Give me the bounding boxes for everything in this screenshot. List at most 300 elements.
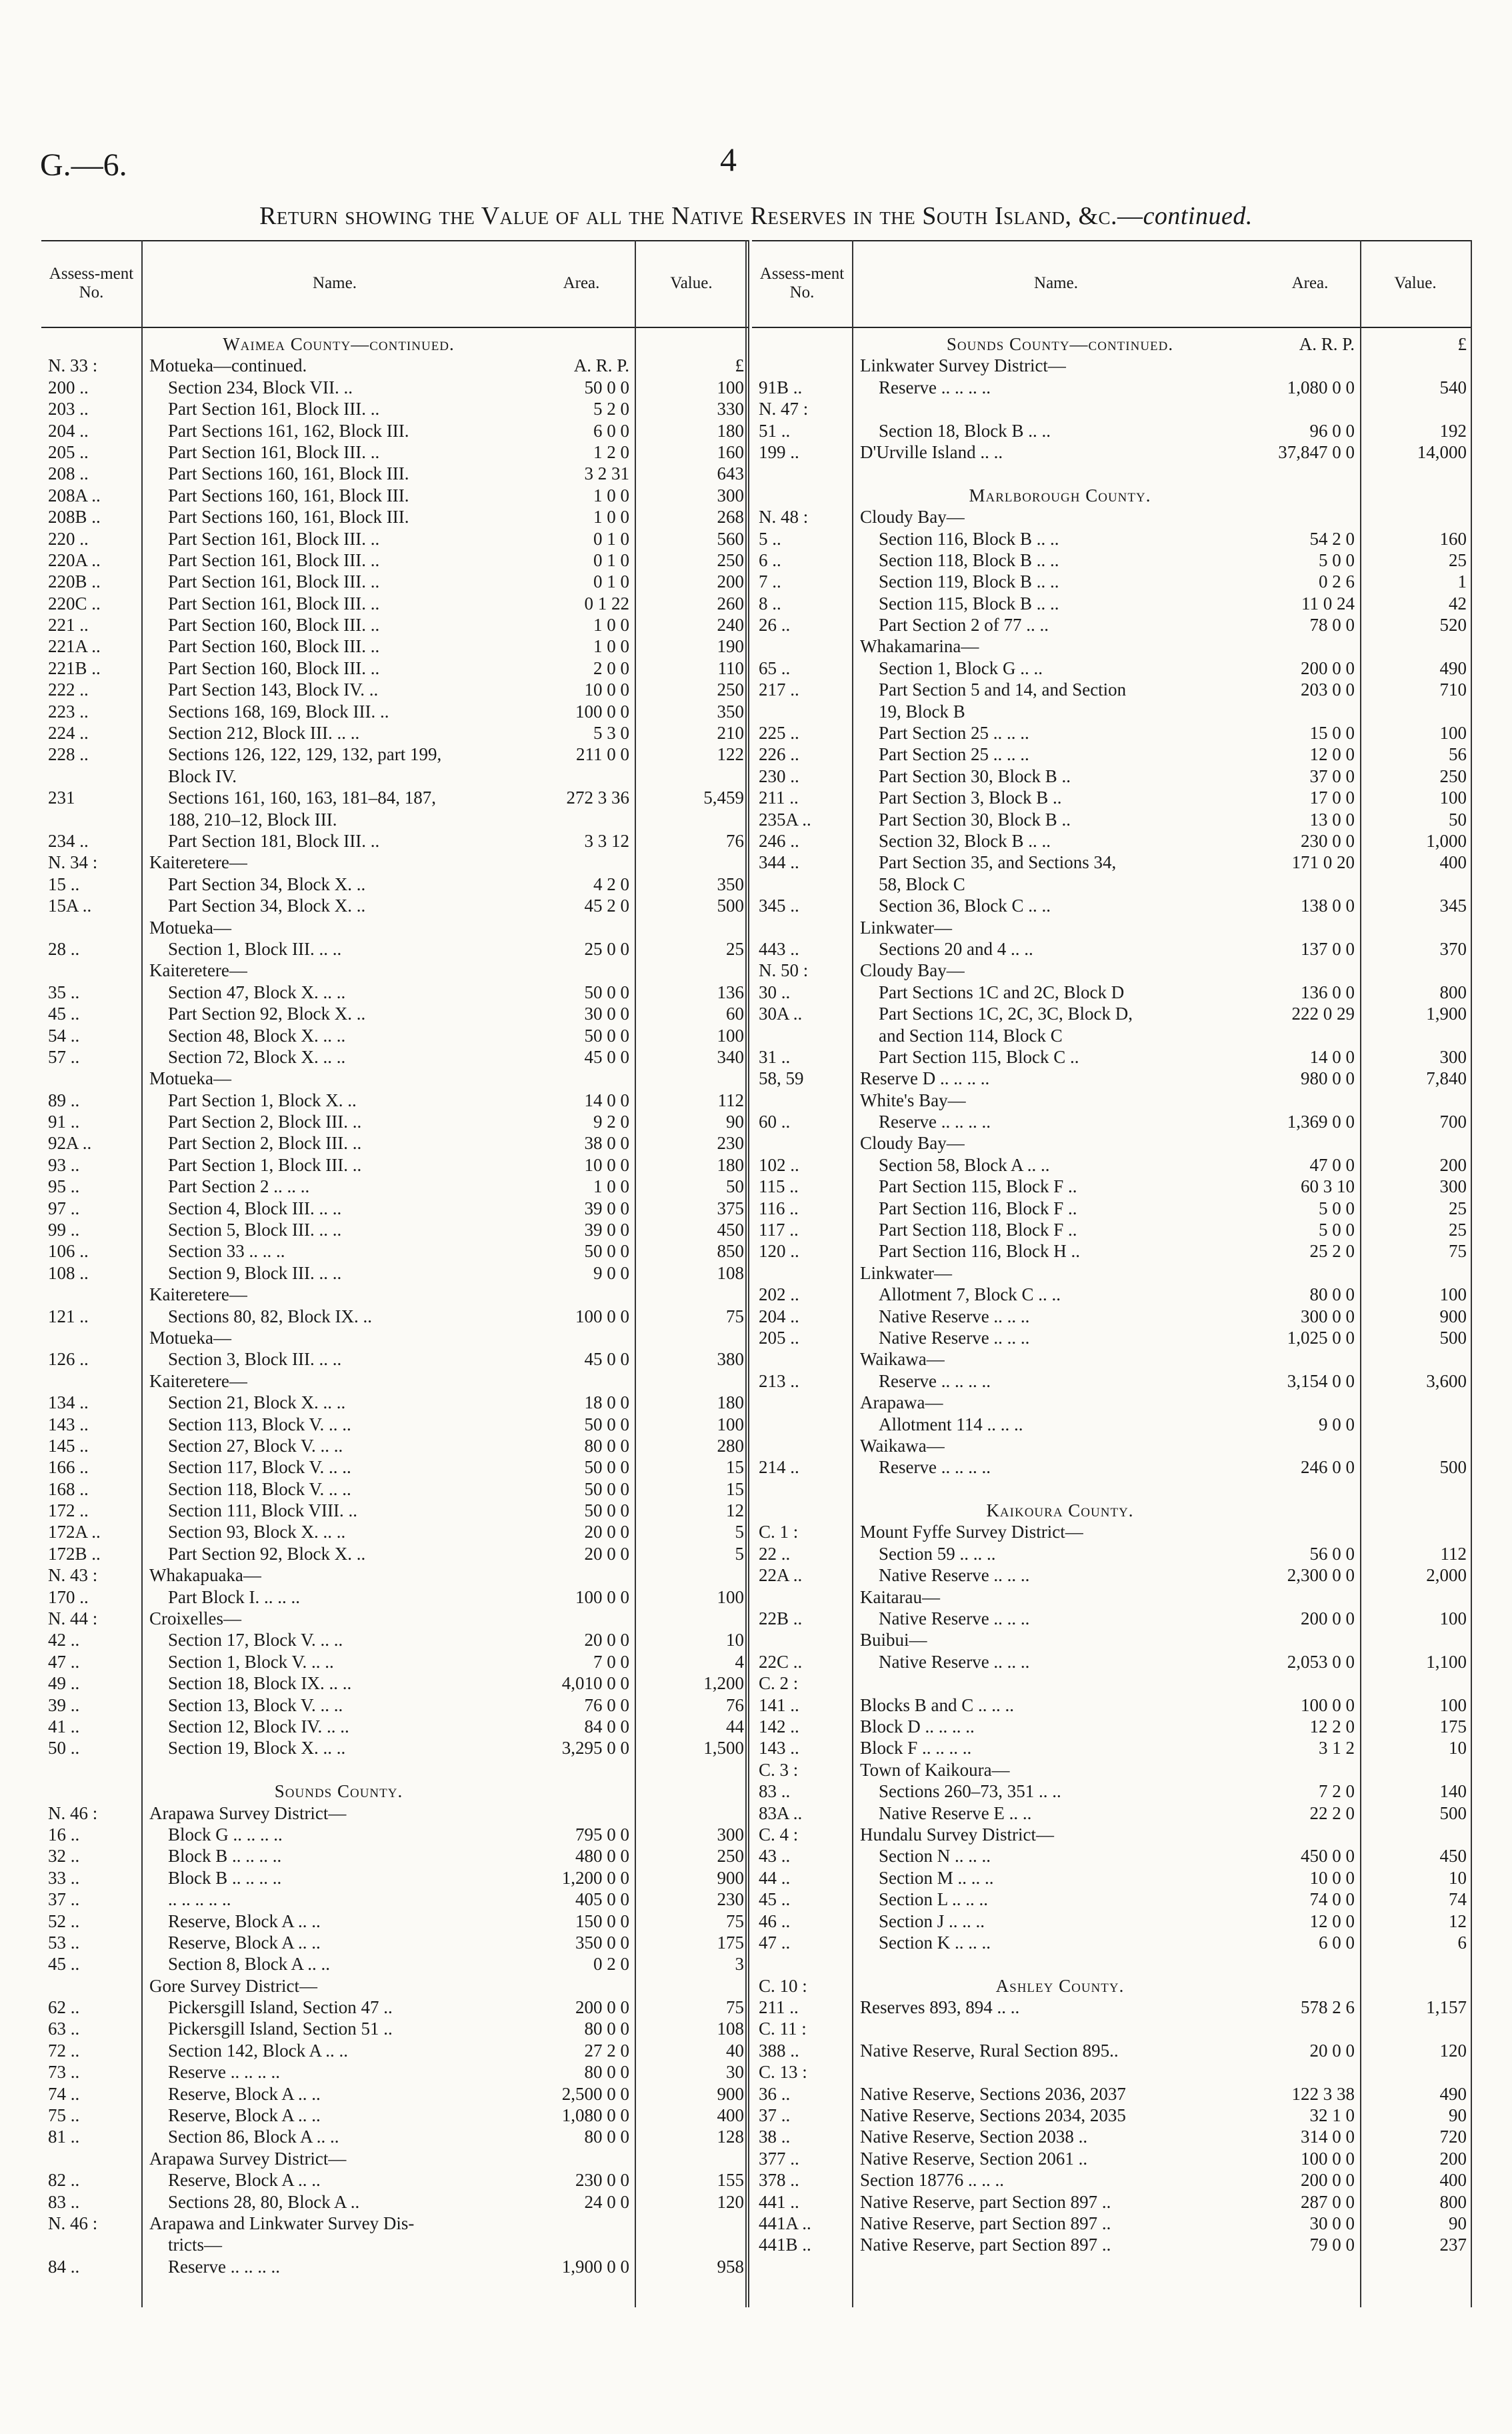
area-value: 100 0 0 [1301,1694,1355,1715]
assessment-number: 75 .. [48,2105,80,2126]
area-value: 50 0 0 [584,1241,629,1262]
reserve-name: Whakamarina— [860,636,979,657]
value-amount: 800 [1439,2191,1467,2212]
reserve-name: Part Section 34, Block X. .. [168,874,366,894]
assessment-number [752,1392,852,1413]
reserve-name: Allotment 7, Block C .. .. [879,1284,1061,1305]
value-amount: 240 [717,615,744,636]
assessment-number: 203 .. [48,399,89,419]
reserve-name: Block F .. .. .. .. [860,1738,972,1758]
left-table [41,240,748,2307]
assessment-number: 134 .. [48,1392,89,1413]
table-row [752,1932,1471,1953]
area-value: 18 0 0 [584,1392,629,1413]
value-amount [1360,2061,1471,2083]
area-value: 11 0 24 [1301,593,1355,614]
value-amount [1360,1953,1471,1975]
area-value: 80 0 0 [584,2127,629,2147]
value-amount: 250 [717,680,744,700]
table-row [41,1392,748,1413]
value-amount: 75 [726,1911,744,1931]
reserve-name: Buibui— [860,1630,927,1650]
table-row [41,463,748,484]
area-value: 39 0 0 [584,1198,629,1218]
area-value [1260,2061,1360,2083]
table-row [752,1219,1471,1240]
assessment-number: 28 .. [48,938,80,959]
area-value: 3,154 0 0 [1287,1370,1355,1391]
area-value: 222 0 29 [1291,1004,1355,1024]
table-row [41,830,748,852]
assessment-number: 5 .. [759,528,781,549]
reserve-name: Section 1, Block III. .. .. [168,938,342,959]
assessment-number: 221B .. [48,658,101,678]
table-row [41,658,748,679]
reserve-name: Hundalu Survey District— [860,1824,1054,1845]
assessment-number: 45 .. [48,1954,80,1975]
reserve-name: Reserve, Block A .. .. [168,2083,321,2104]
table-row [41,485,748,506]
left-rows [41,333,748,2277]
assessment-number: 45 .. [48,1004,80,1024]
reserve-name: Part Section 1, Block III. .. [168,1154,362,1175]
reserve-name: Arapawa Survey District— [149,1802,347,1823]
reserve-name: Section 18, Block B .. .. [879,420,1051,441]
table-row [752,1651,1471,1672]
value-amount: 300 [717,485,744,505]
assessment-number: 30A .. [759,1004,803,1024]
area-value: 200 0 0 [1301,2170,1355,2191]
table-row [41,2191,748,2213]
value-amount [1360,1435,1471,1456]
value-amount [635,1759,748,1780]
area-value: 246 0 0 [1301,1457,1355,1478]
value-amount [635,2234,748,2255]
table-row [752,917,1471,938]
area-value: 39 0 0 [584,1220,629,1240]
value-amount [1360,1090,1471,1111]
center-double-rule [745,240,747,2307]
table-row [752,1564,1471,1586]
value-amount [1360,1348,1471,1370]
table-row [41,1176,748,1197]
reserve-name: Part Section 34, Block X. .. [168,896,366,916]
area-value: 100 0 0 [1301,2148,1355,2169]
reserve-name: Reserve, Block A .. .. [168,2105,321,2126]
table-row [41,874,748,895]
reserve-name: Reserve, Block A .. .. [168,1932,321,1953]
area-value: 47 0 0 [1309,1154,1355,1175]
area-value [1260,2018,1360,2039]
assessment-number: 441A .. [759,2213,811,2233]
assessment-number: 220B .. [48,571,101,592]
area-value [1260,1262,1360,1284]
reserve-name: Part Section 161, Block III. .. [168,528,380,549]
table-row [752,2105,1471,2126]
value-amount: 10 [1449,1738,1467,1758]
assessment-number: 166 .. [48,1457,89,1478]
value-amount: 900 [717,2083,744,2104]
value-amount: 300 [1439,1046,1467,1067]
value-amount [635,1975,748,1997]
table-row [752,1435,1471,1456]
table-row [752,1154,1471,1176]
table-row [752,420,1471,441]
reserve-name: Part Sections 160, 161, Block III. [168,463,409,484]
value-amount [635,1068,748,1089]
table-row [41,1694,748,1716]
area-value: 20 0 0 [584,1630,629,1650]
area-value: 80 0 0 [584,2062,629,2083]
reserve-name: Ashley County. [995,1975,1125,1996]
value-amount [635,766,748,787]
table-row [41,2148,748,2169]
area-value [1260,506,1360,527]
assessment-number: 30 .. [759,982,791,1002]
reserve-name: Croixelles— [149,1608,241,1629]
col-header-area: Area. [563,274,600,292]
area-value: 100 0 0 [575,701,629,722]
value-amount: 90 [1449,2105,1467,2126]
assessment-number: 220 .. [48,528,89,549]
assessment-number: C. 2 : [759,1673,799,1694]
table-row [41,1651,748,1672]
table-row [41,679,748,700]
value-amount [635,1370,748,1392]
area-value: 38 0 0 [584,1133,629,1154]
table-row [41,1521,748,1542]
value-amount: 300 [1439,1176,1467,1197]
assessment-number: 117 .. [759,1220,799,1240]
table-row [41,1262,748,1284]
reserve-name: Pickersgill Island, Section 47 .. [168,1997,393,2018]
assessment-number: 54 .. [48,1025,80,1046]
value-amount [1360,1500,1471,1521]
assessment-number [752,1629,852,1650]
table-row [752,2126,1471,2147]
table-row [41,1456,748,1478]
reserve-name: Kaitarau— [860,1586,940,1607]
assessment-number: 72 .. [48,2040,80,2061]
table-row [41,1911,748,1932]
title-continued: continued. [1143,202,1253,230]
value-amount: 250 [717,1846,744,1867]
assessment-number: 74 .. [48,2083,80,2104]
reserve-name: Part Block I. .. .. .. [168,1586,300,1607]
area-value: 20 0 0 [584,1522,629,1542]
value-amount: 350 [717,701,744,722]
table-row [752,506,1471,527]
reserve-name: Part Sections 1C, 2C, 3C, Block D, [879,1004,1133,1024]
reserve-name: Part Section 30, Block B .. [879,766,1071,786]
area-value: 10 0 0 [1309,1867,1355,1888]
value-amount: 520 [1439,615,1467,636]
table-row [752,1716,1471,1737]
assessment-number [752,1348,852,1370]
area-value: 84 0 0 [584,1716,629,1736]
assessment-number [41,1975,141,1997]
assessment-number [41,333,141,355]
reserve-name: Sections 126, 122, 129, 132, part 199, [168,744,442,765]
area-value: 12 2 0 [1309,1716,1355,1736]
table-row [41,1284,748,1305]
reserve-name: White's Bay— [860,1090,966,1110]
table-row [41,1500,748,1521]
reserve-name: Section 47, Block X. .. .. [168,982,346,1002]
table-row [752,1370,1471,1392]
value-amount: 110 [717,658,744,678]
reserve-name: Part Section 92, Block X. .. [168,1004,366,1024]
value-amount [1360,1025,1471,1046]
value-amount: 710 [1439,680,1467,700]
value-amount: 12 [1449,1911,1467,1931]
value-amount: 500 [1439,1457,1467,1478]
assessment-number [752,1262,852,1284]
area-value: 37,847 0 0 [1278,441,1355,462]
value-amount [1360,1824,1471,1845]
reserve-name: Reserve, Block A .. .. [168,2170,321,2191]
table-row [752,1824,1471,1845]
reserve-name: Part Section 116, Block F .. [879,1198,1077,1218]
reserve-name: Section 115, Block B .. .. [879,593,1059,614]
reserve-name: Part Section 5 and 14, and Section [879,680,1127,700]
area-value: 79 0 0 [1309,2235,1355,2255]
assessment-number: 83 .. [759,1781,791,1802]
value-amount: 850 [717,1241,744,1262]
assessment-number: N. 43 : [48,1565,98,1586]
reserve-name: Section 18776 .. .. .. [860,2170,1004,2191]
area-value: 171 0 20 [1291,852,1355,873]
value-amount: 340 [717,1046,744,1067]
value-amount: 450 [717,1220,744,1240]
assessment-number: 214 .. [759,1457,799,1478]
assessment-number: 7 .. [759,571,781,592]
value-amount: 50 [1449,809,1467,830]
reserve-name: Block G .. .. .. .. [168,1824,283,1845]
table-row [752,1090,1471,1111]
assessment-number: C. 13 : [759,2062,807,2083]
assessment-number: 37 .. [48,1889,80,1910]
assessment-number: 208A .. [48,485,101,505]
area-value: 50 0 0 [584,1457,629,1478]
reserve-name [852,2061,1260,2083]
area-value: 480 0 0 [575,1846,629,1867]
table-row [752,398,1471,419]
area-value: 1 2 0 [593,441,629,462]
reserve-name: Section 1, Block G .. .. [879,658,1043,678]
table-row [41,2061,748,2083]
assessment-number: 377 .. [759,2148,799,2169]
table-row [752,1046,1471,1068]
assessment-number: 230 .. [759,766,799,786]
value-amount [635,1780,748,1802]
assessment-number: N. 48 : [759,507,809,527]
value-amount: 7,840 [1426,1068,1467,1089]
area-value: 1,200 0 0 [561,1867,629,1888]
assessment-number: 8 .. [759,593,781,614]
area-value: 3 2 31 [584,463,629,484]
assessment-number: 83A .. [759,1802,803,1823]
area-value: 0 2 0 [593,1954,629,1975]
table-row [752,938,1471,960]
assessment-number: 143 .. [759,1738,799,1758]
value-amount: 100 [717,1586,744,1607]
value-amount: 44 [726,1716,744,1736]
assessment-number: 344 .. [759,852,799,873]
area-value [1260,1132,1360,1154]
assessment-number: 145 .. [48,1435,89,1456]
area-value: 50 0 0 [584,1500,629,1521]
reserve-name: Block B .. .. .. .. [168,1867,282,1888]
table-row [41,1025,748,1046]
reserve-name: Section M .. .. .. [879,1867,994,1888]
reserve-name: Native Reserve .. .. .. [879,1327,1030,1348]
value-amount: 1,100 [1426,1651,1467,1672]
reserve-name: Sounds County—continued. [946,334,1174,354]
reserve-name: Town of Kaikoura— [860,1759,1010,1780]
area-value: 13 0 0 [1309,809,1355,830]
value-amount: 12 [726,1500,744,1521]
reserve-name: Part Section 115, Block C .. [879,1046,1079,1067]
reserve-name: Part Sections 1C and 2C, Block D [879,982,1125,1002]
assessment-number [752,463,852,484]
assessment-number [752,1500,852,1521]
reserve-name: Part Section 25 .. .. .. [879,723,1029,744]
area-value: 24 0 0 [584,2191,629,2212]
value-amount [635,809,748,830]
table-row [41,960,748,981]
reserve-name: Native Reserve, Rural Section 895.. [860,2040,1119,2061]
value-amount: 180 [717,1392,744,1413]
assessment-number: 42 .. [48,1630,80,1650]
table-row [41,441,748,463]
table-row [752,744,1471,765]
area-value: 100 0 0 [575,1586,629,1607]
assessment-number [41,917,141,938]
reserve-name: Waikawa— [860,1349,945,1370]
table-row [41,636,748,657]
value-amount: 136 [717,982,744,1002]
value-amount: 160 [717,441,744,462]
value-amount: 250 [1439,766,1467,786]
table-row [41,852,748,873]
reserve-name: Block D .. .. .. .. [860,1716,975,1736]
reserve-name: Section 32, Block B .. .. [879,830,1051,851]
table-row [41,1046,748,1068]
reserve-name: Kaikoura County. [986,1500,1134,1521]
assessment-number: 231 [48,788,75,808]
value-amount: 108 [717,1262,744,1283]
table-row [41,701,748,722]
area-value: 60 3 10 [1301,1176,1355,1197]
col-header-assess: Assess-ment No. [49,265,134,301]
table-row [752,1845,1471,1867]
area-value [1260,1759,1360,1780]
table-row [41,549,748,571]
value-amount: 500 [717,896,744,916]
assessment-number [41,1780,141,1802]
reserve-name: Block B .. .. .. .. [168,1846,282,1867]
value-amount: 5 [735,1522,744,1542]
area-value: 37 0 0 [1309,766,1355,786]
value-amount: 370 [1439,938,1467,959]
area-value: 0 1 0 [593,528,629,549]
area-value: 96 0 0 [1309,420,1355,441]
value-amount: 345 [1439,896,1467,916]
table-row [752,2083,1471,2105]
reserve-name: Native Reserve, part Section 897 .. [860,2235,1111,2255]
table-row [41,1068,748,1089]
reserve-name [852,1672,1260,1694]
area-value: 76 0 0 [584,1694,629,1715]
value-amount [1360,485,1471,506]
reserve-name: Part Section 2 of 77 .. .. [879,615,1049,636]
reserve-name: Section 111, Block VIII. .. [168,1500,357,1521]
reserve-name [852,1478,1260,1500]
table-row [752,658,1471,679]
assessment-number: 222 .. [48,680,89,700]
area-value: 14 0 0 [1309,1046,1355,1067]
assessment-number: 49 .. [48,1673,80,1694]
value-amount: 50 [726,1176,744,1197]
area-value: 314 0 0 [1301,2127,1355,2147]
reserve-name: Part Section 181, Block III. .. [168,830,380,851]
value-amount: 75 [726,1306,744,1326]
reserve-name: Section 48, Block X. .. .. [168,1025,346,1046]
area-value [528,1608,635,1629]
value-amount: 25 [1449,1198,1467,1218]
area-value: 1,080 0 0 [561,2105,629,2126]
value-amount: 120 [717,2191,744,2212]
area-value: 9 2 0 [593,1112,629,1132]
reserve-name: Section 9, Block III. .. .. [168,1262,342,1283]
area-value [1260,960,1360,981]
table-row [752,1198,1471,1219]
reserve-name: Section 118, Block V. .. .. [168,1478,351,1499]
assessment-number: 246 .. [759,830,799,851]
value-amount [1360,1759,1471,1780]
reserve-name: Waimea County—continued. [223,334,455,354]
value-amount [635,2148,748,2169]
table-row [752,1262,1471,1284]
reserve-name: Section 5, Block III. .. .. [168,1220,342,1240]
value-amount [635,1564,748,1586]
table-row [41,2040,748,2061]
assessment-number: 35 .. [48,982,80,1002]
table-row [752,960,1471,981]
value-amount [635,333,748,355]
section-heading-row [752,333,1471,355]
table-row [752,1543,1471,1564]
area-value: 32 1 0 [1309,2105,1355,2126]
area-value: 122 3 38 [1291,2083,1355,2104]
table-row [752,549,1471,571]
reserve-name: Section 18, Block IX. .. .. [168,1673,352,1694]
area-value: 25 2 0 [1309,1241,1355,1262]
table-row [752,2040,1471,2061]
assessment-number: 120 .. [759,1241,799,1262]
area-value: 2,500 0 0 [561,2083,629,2104]
table-row [752,528,1471,549]
table-row [752,377,1471,398]
assessment-number: 6 .. [759,549,781,570]
table-row [41,1716,748,1737]
title-text: Return showing the Value of all the Native Reserves in the South Island, &c.— [259,202,1143,230]
assessment-number: 22 .. [759,1543,791,1564]
value-amount: 237 [1439,2235,1467,2255]
area-value [1260,701,1360,722]
reserve-name: 19, Block B [879,701,965,722]
